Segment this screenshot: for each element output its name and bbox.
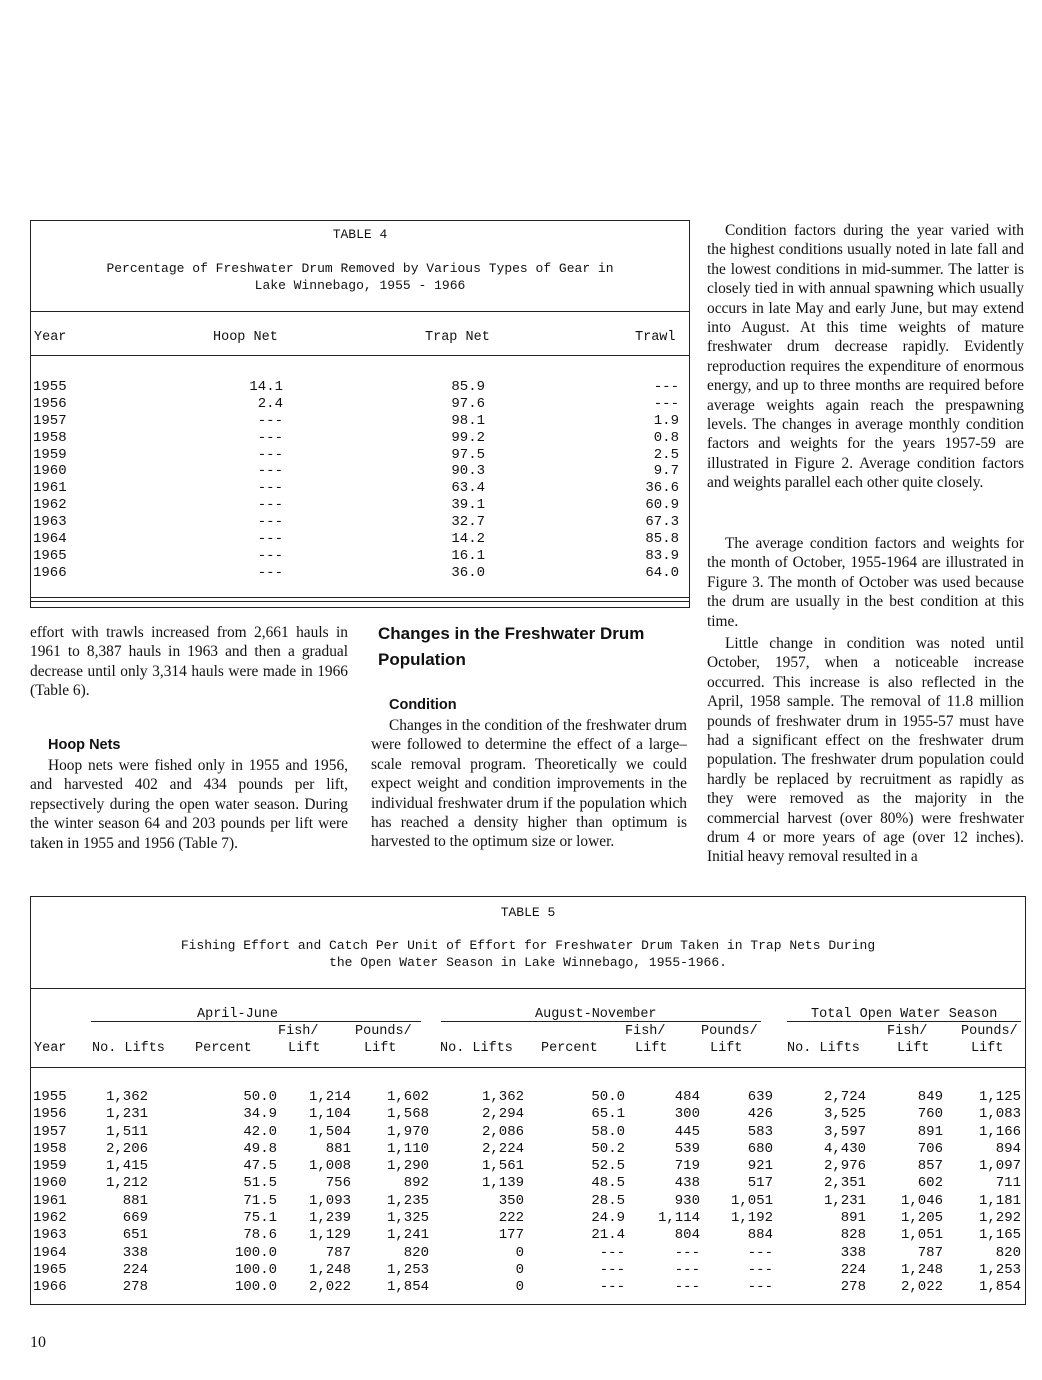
table-5-aj-pounds-cell: 1,290 bbox=[386, 1158, 429, 1175]
table-4-hoop-net-cell: --- bbox=[257, 463, 283, 480]
table-5-an-percent-cell: 28.5 bbox=[591, 1192, 625, 1209]
table-5-an-pounds-cell: 1,051 bbox=[730, 1192, 773, 1209]
table-5-row bbox=[33, 1175, 1023, 1192]
table-5-t-lifts-cell: 3,525 bbox=[823, 1106, 866, 1123]
page-number: 10 bbox=[30, 1334, 46, 1351]
table-4-year-cell: 1955 bbox=[33, 379, 67, 395]
table-5-an-fish-cell: 445 bbox=[674, 1123, 700, 1140]
table-5-an-pounds-cell: 921 bbox=[747, 1158, 773, 1175]
table-5-label: TABLE 5 bbox=[500, 905, 556, 920]
table-5-row bbox=[33, 1210, 1023, 1227]
table-4-trawl-cell: 85.8 bbox=[645, 531, 679, 548]
table-4-trawl-cell: 2.5 bbox=[653, 446, 679, 463]
table-4-trap-net-cell: 39.1 bbox=[451, 497, 485, 514]
table-5-an-fish-cell: 804 bbox=[674, 1227, 700, 1244]
table-5-aj-percent-cell: 71.5 bbox=[243, 1192, 277, 1209]
table-5-year-cell: 1960 bbox=[33, 1175, 67, 1192]
table-4-row bbox=[33, 447, 687, 464]
table-4-label: TABLE 4 bbox=[332, 227, 388, 242]
table-4-trawl-cell: 9.7 bbox=[653, 463, 679, 480]
table-5-an-lifts-cell: 1,139 bbox=[481, 1175, 524, 1192]
table-5-aj-lifts-cell: 1,415 bbox=[105, 1158, 148, 1175]
table-5-year-cell: 1961 bbox=[33, 1192, 67, 1209]
table-5-an-lifts-cell: 222 bbox=[498, 1210, 524, 1227]
table-5-an-pounds-cell: --- bbox=[747, 1244, 773, 1261]
table-5-aj-lifts-cell: 1,212 bbox=[105, 1175, 148, 1192]
body-paragraph-hoop-nets: Hoop nets were fished only in 1955 and 1956, and harvested 402 and 434 pounds per lift, repsectively during the open water season. During the winter season 64 and 203 pounds per lift were taken in 1955 and 1956 (Table 7). bbox=[30, 757, 348, 852]
table-5-aj-lifts-cell: 278 bbox=[122, 1279, 148, 1296]
table-4-trawl-cell: 83.9 bbox=[645, 547, 679, 564]
table-5-aj-pounds-cell: 1,253 bbox=[386, 1261, 429, 1278]
table-5-aj-percent-cell: 100.0 bbox=[234, 1279, 277, 1296]
table-5-header-year: Year bbox=[34, 1041, 67, 1056]
table-5-aj-pounds-cell: 1,854 bbox=[386, 1279, 429, 1296]
table-4-year-cell: 1963 bbox=[33, 514, 67, 531]
table-5-t-lifts-cell: 1,231 bbox=[823, 1192, 866, 1209]
table-5-t-lifts-cell: 2,724 bbox=[823, 1089, 866, 1105]
table-5-aj-percent-cell: 100.0 bbox=[234, 1261, 277, 1278]
table-4-year-cell: 1965 bbox=[33, 547, 67, 564]
table-5-an-lifts-cell: 0 bbox=[515, 1279, 524, 1296]
table-5-header-t-fish-1: Fish/ bbox=[887, 1024, 928, 1039]
table-5-aj-percent-cell: 50.0 bbox=[243, 1089, 277, 1105]
table-4-trawl-cell: 36.6 bbox=[645, 480, 679, 497]
table-5-t-pounds-cell: 1,083 bbox=[978, 1106, 1021, 1123]
table-5-aj-pounds-cell: 1,241 bbox=[386, 1227, 429, 1244]
table-4-header-year: Year bbox=[34, 330, 67, 345]
table-5-aj-fish-cell: 1,104 bbox=[308, 1106, 351, 1123]
table-4-header-trawl: Trawl bbox=[635, 330, 676, 345]
body-paragraph-trawl-effort: effort with trawls increased from 2,661 hauls in 1961 to 8,387 hauls in 1963 and then a gradual decrease until only 3,314 hauls were made in 1966 (Table 6). bbox=[30, 624, 348, 700]
table-5-aj-percent-cell: 75.1 bbox=[243, 1210, 277, 1227]
table-4-hoop-net-cell: --- bbox=[257, 412, 283, 429]
table-5-an-lifts-cell: 1,362 bbox=[481, 1089, 524, 1105]
table-4-row bbox=[33, 430, 687, 447]
table-5-an-percent-cell: 52.5 bbox=[591, 1158, 625, 1175]
table-5-header-an-pounds-2: Lift bbox=[710, 1041, 743, 1056]
table-5-aj-pounds-cell: 820 bbox=[403, 1244, 429, 1261]
table-4-row bbox=[33, 379, 687, 396]
table-5-an-fish-cell: --- bbox=[674, 1244, 700, 1261]
table-5-aj-fish-cell: 2,022 bbox=[308, 1279, 351, 1296]
table-5-t-pounds-cell: 1,253 bbox=[978, 1261, 1021, 1278]
table-4-row bbox=[33, 548, 687, 565]
table-4-year-cell: 1962 bbox=[33, 497, 67, 514]
table-5-an-pounds-cell: --- bbox=[747, 1279, 773, 1296]
table-4-row bbox=[33, 531, 687, 548]
table-4-trawl-cell: --- bbox=[653, 395, 679, 412]
table-5-t-lifts-cell: 891 bbox=[840, 1210, 866, 1227]
table-5-t-pounds-cell: 1,125 bbox=[978, 1089, 1021, 1105]
table-4-hoop-net-cell: --- bbox=[257, 547, 283, 564]
table-5-t-fish-cell: 1,046 bbox=[900, 1192, 943, 1209]
table-5-an-fish-cell: 539 bbox=[674, 1140, 700, 1157]
table-5-year-cell: 1963 bbox=[33, 1227, 67, 1244]
table-5-t-pounds-cell: 1,165 bbox=[978, 1227, 1021, 1244]
table-5-an-lifts-cell: 1,561 bbox=[481, 1158, 524, 1175]
table-4-row bbox=[33, 497, 687, 514]
table-5-aj-lifts-cell: 338 bbox=[122, 1244, 148, 1261]
table-4-hoop-net-cell: --- bbox=[257, 429, 283, 446]
table-5-an-fish-cell: --- bbox=[674, 1279, 700, 1296]
table-5-aj-fish-cell: 1,504 bbox=[308, 1123, 351, 1140]
table-4-trap-net-cell: 99.2 bbox=[451, 429, 485, 446]
table-5-t-fish-cell: 1,051 bbox=[900, 1227, 943, 1244]
table-5-header-aj-fish-1: Fish/ bbox=[278, 1024, 319, 1039]
table-5-aj-percent-cell: 49.8 bbox=[243, 1140, 277, 1157]
table-5-an-fish-cell: 484 bbox=[674, 1089, 700, 1105]
table-4-trawl-cell: --- bbox=[653, 379, 679, 395]
table-4-trawl-cell: 1.9 bbox=[653, 412, 679, 429]
table-4-trawl-cell: 64.0 bbox=[645, 564, 679, 581]
table-5-an-pounds-cell: 583 bbox=[747, 1123, 773, 1140]
table-5 bbox=[30, 896, 1026, 1305]
table-5-t-fish-cell: 849 bbox=[917, 1089, 943, 1105]
table-5-t-fish-cell: 760 bbox=[917, 1106, 943, 1123]
table-5-t-fish-cell: 1,205 bbox=[900, 1210, 943, 1227]
table-5-an-pounds-cell: 680 bbox=[747, 1140, 773, 1157]
table-4-year-cell: 1956 bbox=[33, 395, 67, 412]
table-5-row bbox=[33, 1245, 1023, 1262]
table-5-aj-percent-cell: 100.0 bbox=[234, 1244, 277, 1261]
table-5-row bbox=[33, 1193, 1023, 1210]
table-5-t-lifts-cell: 2,976 bbox=[823, 1158, 866, 1175]
table-4 bbox=[30, 220, 690, 608]
table-5-header-t-pounds-2: Lift bbox=[971, 1041, 1004, 1056]
table-5-aj-lifts-cell: 1,511 bbox=[105, 1123, 148, 1140]
table-4-trap-net-cell: 32.7 bbox=[451, 514, 485, 531]
table-5-t-fish-cell: 857 bbox=[917, 1158, 943, 1175]
table-5-group-rule-april-june bbox=[91, 1021, 421, 1022]
table-5-aj-lifts-cell: 1,231 bbox=[105, 1106, 148, 1123]
table-4-hoop-net-cell: --- bbox=[257, 480, 283, 497]
table-5-row bbox=[33, 1141, 1023, 1158]
table-5-year-cell: 1956 bbox=[33, 1106, 67, 1123]
table-5-aj-fish-cell: 756 bbox=[325, 1175, 351, 1192]
table-5-header-an-fish-2: Lift bbox=[635, 1041, 668, 1056]
table-5-year-cell: 1955 bbox=[33, 1089, 67, 1105]
table-5-group-rule-total bbox=[787, 1021, 1021, 1022]
table-4-trap-net-cell: 97.5 bbox=[451, 446, 485, 463]
table-4-trap-net-cell: 63.4 bbox=[451, 480, 485, 497]
table-5-year-cell: 1965 bbox=[33, 1261, 67, 1278]
table-4-year-cell: 1957 bbox=[33, 412, 67, 429]
table-4-year-cell: 1966 bbox=[33, 564, 67, 581]
body-paragraph-condition-change: Little change in condition was noted until October, 1957, when a noticeable increase occurred. This increase is also reflected in the April, 1958 sample. The removal of 11.8 million pounds of freshwater drum in 1955-57 must have had a significant effect on the freshwater drum population. The freshwater drum population could hardly be replaced by recruitment as rapidly as they were removed as the majority in the commercial harvest (over 80%) were freshwater drum 4 or more years of age (over 12 inches). Initial heavy removal resulted in a bbox=[707, 635, 1024, 866]
table-5-an-lifts-cell: 0 bbox=[515, 1244, 524, 1261]
table-5-an-fish-cell: --- bbox=[674, 1261, 700, 1278]
table-5-row bbox=[33, 1227, 1023, 1244]
table-5-rule-top bbox=[31, 988, 1025, 989]
table-5-header-aj-pounds-1: Pounds/ bbox=[355, 1024, 412, 1039]
table-5-an-fish-cell: 438 bbox=[674, 1175, 700, 1192]
table-5-an-percent-cell: 48.5 bbox=[591, 1175, 625, 1192]
table-5-header-aj-percent: Percent bbox=[195, 1041, 252, 1056]
table-5-t-lifts-cell: 2,351 bbox=[823, 1175, 866, 1192]
table-5-t-lifts-cell: 4,430 bbox=[823, 1140, 866, 1157]
table-5-an-fish-cell: 300 bbox=[674, 1106, 700, 1123]
table-5-an-percent-cell: 50.0 bbox=[591, 1089, 625, 1105]
table-4-trap-net-cell: 16.1 bbox=[451, 547, 485, 564]
table-4-rule-header bbox=[31, 355, 689, 356]
table-4-trap-net-cell: 97.6 bbox=[451, 395, 485, 412]
table-5-title-line-2: the Open Water Season in Lake Winnebago, 1955-1966. bbox=[329, 955, 727, 970]
table-4-hoop-net-cell: --- bbox=[257, 446, 283, 463]
hoop-nets-heading: Hoop Nets bbox=[48, 737, 121, 753]
body-paragraph-october-averages: The average condition factors and weights for the month of October, 1955-1964 are illustrated in Figure 3. The month of October was used because the drum are usually in the best condition at this time. bbox=[707, 535, 1024, 630]
table-5-an-fish-cell: 930 bbox=[674, 1192, 700, 1209]
table-5-t-pounds-cell: 1,097 bbox=[978, 1158, 1021, 1175]
table-4-rule-bottom-2 bbox=[31, 601, 689, 602]
table-5-row bbox=[33, 1262, 1023, 1279]
table-5-aj-pounds-cell: 1,568 bbox=[386, 1106, 429, 1123]
table-5-row bbox=[33, 1279, 1023, 1296]
table-4-year-cell: 1961 bbox=[33, 480, 67, 497]
table-5-aj-lifts-cell: 669 bbox=[122, 1210, 148, 1227]
table-5-header-t-fish-2: Lift bbox=[897, 1041, 930, 1056]
table-5-aj-lifts-cell: 224 bbox=[122, 1261, 148, 1278]
table-4-trap-net-cell: 85.9 bbox=[451, 379, 485, 395]
table-5-aj-pounds-cell: 892 bbox=[403, 1175, 429, 1192]
table-5-title-line-1: Fishing Effort and Catch Per Unit of Effort for Freshwater Drum Taken in Trap Nets During bbox=[180, 938, 876, 953]
table-5-aj-pounds-cell: 1,970 bbox=[386, 1123, 429, 1140]
table-4-hoop-net-cell: --- bbox=[257, 531, 283, 548]
table-5-aj-pounds-cell: 1,235 bbox=[386, 1192, 429, 1209]
table-5-an-lifts-cell: 2,086 bbox=[481, 1123, 524, 1140]
table-5-aj-pounds-cell: 1,110 bbox=[386, 1140, 429, 1157]
table-5-t-fish-cell: 2,022 bbox=[900, 1279, 943, 1296]
table-5-an-pounds-cell: 426 bbox=[747, 1106, 773, 1123]
table-5-t-fish-cell: 602 bbox=[917, 1175, 943, 1192]
table-4-hoop-net-cell: 2.4 bbox=[257, 395, 283, 412]
table-5-aj-fish-cell: 1,008 bbox=[308, 1158, 351, 1175]
table-5-an-percent-cell: --- bbox=[599, 1261, 625, 1278]
table-5-aj-percent-cell: 51.5 bbox=[243, 1175, 277, 1192]
table-5-aj-fish-cell: 1,248 bbox=[308, 1261, 351, 1278]
table-5-aj-fish-cell: 881 bbox=[325, 1140, 351, 1157]
body-paragraph-condition: Changes in the condition of the freshwater drum were followed to determine the effect of a large–scale removal program. Theoretically we could expect weight and condition improvements in the individual freshwater drum if the population which has reached a density higher than optimum is harvested to the optimum size or lower. bbox=[371, 717, 687, 851]
table-5-an-fish-cell: 1,114 bbox=[657, 1210, 700, 1227]
table-5-t-pounds-cell: 1,181 bbox=[978, 1192, 1021, 1209]
table-4-hoop-net-cell: --- bbox=[257, 514, 283, 531]
table-4-hoop-net-cell: --- bbox=[257, 497, 283, 514]
table-4-row bbox=[33, 514, 687, 531]
table-5-aj-lifts-cell: 881 bbox=[122, 1192, 148, 1209]
table-5-an-lifts-cell: 2,294 bbox=[481, 1106, 524, 1123]
table-5-header-aj-fish-2: Lift bbox=[288, 1041, 321, 1056]
table-5-an-percent-cell: 58.0 bbox=[591, 1123, 625, 1140]
table-5-an-pounds-cell: 884 bbox=[747, 1227, 773, 1244]
table-5-t-fish-cell: 1,248 bbox=[900, 1261, 943, 1278]
table-5-header-an-fish-1: Fish/ bbox=[625, 1024, 666, 1039]
table-4-body bbox=[33, 379, 687, 582]
table-4-header-trap-net: Trap Net bbox=[425, 330, 490, 345]
table-5-an-pounds-cell: 1,192 bbox=[730, 1210, 773, 1227]
table-4-trap-net-cell: 36.0 bbox=[451, 564, 485, 581]
table-5-an-lifts-cell: 0 bbox=[515, 1261, 524, 1278]
table-5-year-cell: 1958 bbox=[33, 1140, 67, 1157]
table-5-an-lifts-cell: 177 bbox=[498, 1227, 524, 1244]
table-5-row bbox=[33, 1089, 1023, 1106]
table-5-row bbox=[33, 1158, 1023, 1175]
table-4-header-hoop-net: Hoop Net bbox=[213, 330, 278, 345]
table-4-trap-net-cell: 14.2 bbox=[451, 531, 485, 548]
table-5-aj-percent-cell: 47.5 bbox=[243, 1158, 277, 1175]
table-5-t-fish-cell: 891 bbox=[917, 1123, 943, 1140]
table-4-year-cell: 1960 bbox=[33, 463, 67, 480]
table-4-title-line-2: Lake Winnebago, 1955 - 1966 bbox=[254, 278, 466, 293]
table-4-title-line-1: Percentage of Freshwater Drum Removed by Various Types of Gear in bbox=[106, 261, 614, 276]
table-5-aj-fish-cell: 1,239 bbox=[308, 1210, 351, 1227]
table-5-an-percent-cell: 21.4 bbox=[591, 1227, 625, 1244]
table-5-header-an-lifts: No. Lifts bbox=[440, 1041, 513, 1056]
table-5-header-t-pounds-1: Pounds/ bbox=[961, 1024, 1018, 1039]
table-4-trawl-cell: 67.3 bbox=[645, 514, 679, 531]
table-5-aj-lifts-cell: 1,362 bbox=[105, 1089, 148, 1105]
table-5-t-pounds-cell: 1,292 bbox=[978, 1210, 1021, 1227]
table-5-group-april-june: April-June bbox=[197, 1007, 279, 1022]
table-5-row bbox=[33, 1124, 1023, 1141]
table-5-year-cell: 1957 bbox=[33, 1123, 67, 1140]
table-5-year-cell: 1964 bbox=[33, 1244, 67, 1261]
table-5-aj-percent-cell: 34.9 bbox=[243, 1106, 277, 1123]
table-4-row bbox=[33, 480, 687, 497]
table-5-an-percent-cell: --- bbox=[599, 1244, 625, 1261]
table-5-year-cell: 1959 bbox=[33, 1158, 67, 1175]
table-5-t-lifts-cell: 3,597 bbox=[823, 1123, 866, 1140]
table-5-t-fish-cell: 787 bbox=[917, 1244, 943, 1261]
table-4-trawl-cell: 0.8 bbox=[653, 429, 679, 446]
table-5-t-pounds-cell: 1,854 bbox=[978, 1279, 1021, 1296]
table-4-row bbox=[33, 463, 687, 480]
table-4-year-cell: 1959 bbox=[33, 446, 67, 463]
table-5-an-lifts-cell: 2,224 bbox=[481, 1140, 524, 1157]
table-5-an-percent-cell: 24.9 bbox=[591, 1210, 625, 1227]
table-5-t-fish-cell: 706 bbox=[917, 1140, 943, 1157]
table-5-row bbox=[33, 1106, 1023, 1123]
table-5-header-t-lifts: No. Lifts bbox=[787, 1041, 860, 1056]
table-5-aj-fish-cell: 1,129 bbox=[308, 1227, 351, 1244]
table-5-t-pounds-cell: 711 bbox=[995, 1175, 1021, 1192]
table-5-t-pounds-cell: 1,166 bbox=[978, 1123, 1021, 1140]
table-5-aj-pounds-cell: 1,325 bbox=[386, 1210, 429, 1227]
table-5-group-rule-august-november bbox=[441, 1021, 761, 1022]
table-5-aj-lifts-cell: 651 bbox=[122, 1227, 148, 1244]
table-5-aj-pounds-cell: 1,602 bbox=[386, 1089, 429, 1105]
table-4-rule-top bbox=[31, 311, 689, 312]
table-4-trap-net-cell: 90.3 bbox=[451, 463, 485, 480]
table-4-hoop-net-cell: --- bbox=[257, 564, 283, 581]
table-4-year-cell: 1964 bbox=[33, 531, 67, 548]
table-5-t-pounds-cell: 820 bbox=[995, 1244, 1021, 1261]
table-5-t-lifts-cell: 278 bbox=[840, 1279, 866, 1296]
table-5-aj-fish-cell: 1,093 bbox=[308, 1192, 351, 1209]
table-5-header-an-pounds-1: Pounds/ bbox=[701, 1024, 758, 1039]
table-5-an-percent-cell: 50.2 bbox=[591, 1140, 625, 1157]
table-4-row bbox=[33, 396, 687, 413]
table-5-aj-percent-cell: 42.0 bbox=[243, 1123, 277, 1140]
table-5-aj-fish-cell: 1,214 bbox=[308, 1089, 351, 1105]
table-5-year-cell: 1962 bbox=[33, 1210, 67, 1227]
table-5-aj-lifts-cell: 2,206 bbox=[105, 1140, 148, 1157]
table-5-an-percent-cell: --- bbox=[599, 1279, 625, 1296]
table-5-header-an-percent: Percent bbox=[541, 1041, 598, 1056]
table-5-an-percent-cell: 65.1 bbox=[591, 1106, 625, 1123]
table-4-hoop-net-cell: 14.1 bbox=[249, 379, 283, 395]
table-5-t-lifts-cell: 224 bbox=[840, 1261, 866, 1278]
table-5-t-pounds-cell: 894 bbox=[995, 1140, 1021, 1157]
table-5-body bbox=[33, 1089, 1023, 1297]
table-5-an-pounds-cell: --- bbox=[747, 1261, 773, 1278]
table-5-an-fish-cell: 719 bbox=[674, 1158, 700, 1175]
condition-heading: Condition bbox=[389, 697, 457, 713]
table-5-aj-percent-cell: 78.6 bbox=[243, 1227, 277, 1244]
table-4-row bbox=[33, 413, 687, 430]
table-4-year-cell: 1958 bbox=[33, 429, 67, 446]
table-5-group-august-november: August-November bbox=[535, 1007, 657, 1022]
body-paragraph-condition-factors: Condition factors during the year varied with the highest conditions usually noted in late fall and the lowest conditions in mid-summer. The latter is closely tied in with annual spawning which usually occurs in late May and early June, but may extend into August. At this time weights of mature freshwater drum decrease rapidly. Evidently reproduction requires the expenditure of enormous energy, and up to three months are required before average weights again reach the prespawning levels. The changes in average monthly condition factors and weights for the years 1957-59 are illustrated in Figure 2. Average condition factors and weights parallel each other quite closely. bbox=[707, 222, 1024, 492]
table-4-trawl-cell: 60.9 bbox=[645, 497, 679, 514]
table-4-trap-net-cell: 98.1 bbox=[451, 412, 485, 429]
table-5-t-lifts-cell: 338 bbox=[840, 1244, 866, 1261]
table-5-aj-fish-cell: 787 bbox=[325, 1244, 351, 1261]
table-5-rule-header bbox=[31, 1067, 1025, 1068]
table-4-row bbox=[33, 565, 687, 582]
table-5-an-pounds-cell: 639 bbox=[747, 1089, 773, 1105]
table-4-rule-bottom-1 bbox=[31, 597, 689, 598]
section-heading-population: Changes in the Freshwater Drum Population bbox=[378, 624, 645, 669]
table-5-group-total: Total Open Water Season bbox=[811, 1007, 998, 1022]
table-5-an-lifts-cell: 350 bbox=[498, 1192, 524, 1209]
table-5-an-pounds-cell: 517 bbox=[747, 1175, 773, 1192]
table-5-t-lifts-cell: 828 bbox=[840, 1227, 866, 1244]
table-5-header-aj-pounds-2: Lift bbox=[364, 1041, 397, 1056]
table-5-year-cell: 1966 bbox=[33, 1279, 67, 1296]
table-5-header-aj-lifts: No. Lifts bbox=[92, 1041, 165, 1056]
